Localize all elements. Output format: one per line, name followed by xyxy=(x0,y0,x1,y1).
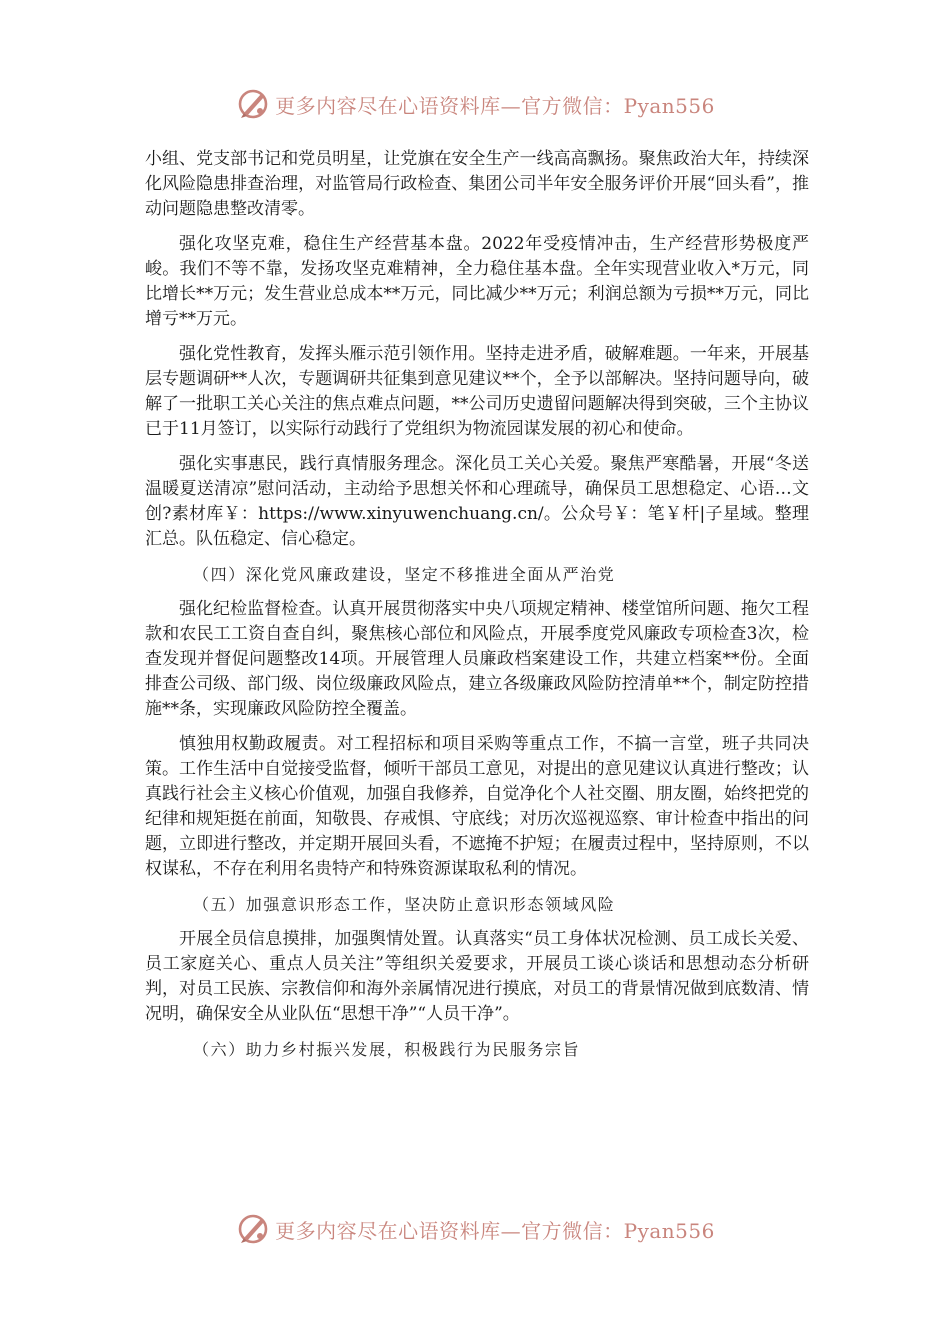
header-watermark-banner xyxy=(0,86,950,122)
header-watermark-text: 更多内容尽在心语资料库—官方微信：Pyan556 xyxy=(275,93,715,118)
section-heading-6: （六）助力乡村振兴发展，积极践行为民服务宗旨 xyxy=(193,1040,581,1059)
paragraph-people-benefit: 强化实事惠民，践行真情服务理念。深化员工关心关爱。聚焦严寒酷暑，开展“冬送温暖夏送清凉”慰问活动，主动给予思想关怀和心理疏导，确保员工思想稳定、心语…文创?素材库￥：https://www.xinyuwenchuang.cn/。公众号￥：笔￥杆|子星域。整理汇总。队伍稳定、信心稳定。 xyxy=(145,454,809,549)
paragraph-discipline-inspection: 强化纪检监督检查。认真开展贯彻落实中央八项规定精神、楼堂馆所问题、拖欠工程款和农民工工资自查自纠，聚焦核心部位和风险点，开展季度党风廉政专项检查3次，检查发现并督促问题整改14项。开展管理人员廉政档案建设工作，共建立档案**份。全面排查公司级、部门级、岗位级廉政风险点，建立各级廉政风险防控清单**个，制定防控措施**条，实现廉政风险防控全覆盖。 xyxy=(145,599,809,719)
paragraph-business-stability: 强化攻坚克难，稳住生产经营基本盘。2022年受疫情冲击，生产经营形势极度严峻。我们不等不靠，发扬攻坚克难精神，全力稳住基本盘。全年实现营业收入*万元，同比增长**万元；发生营业总成本**万元，同比减少**万元；利润总额为亏损**万元，同比增亏**万元。 xyxy=(145,234,809,329)
paragraph-continued: 小组、党支部书记和党员明星，让党旗在安全生产一线高高飘扬。聚焦政治大年，持续深化风险隐患排查治理，对监管局行政检查、集团公司半年安全服务评价开展“回头看”，推动问题隐患整改清零。 xyxy=(145,149,809,219)
document-body xyxy=(145,147,809,1072)
brush-pen-logo-icon xyxy=(235,1211,271,1247)
footer-watermark-text: 更多内容尽在心语资料库—官方微信：Pyan556 xyxy=(275,1218,715,1243)
section-heading-4: （四）深化党风廉政建设，坚定不移推进全面从严治党 xyxy=(193,565,616,584)
paragraph-info-screening: 开展全员信息摸排，加强舆情处置。认真落实“员工身体状况检测、员工成长关爱、员工家庭关心、重点人员关注”等组织关爱要求，开展员工谈心谈话和思想动态分析研判，对员工民族、宗教信仰和海外亲属情况进行摸底，对员工的背景情况做到底数清、情况明，确保安全从业队伍“思想干净”“人员干净”。 xyxy=(145,929,809,1024)
paragraph-power-duty: 慎独用权勤政履责。对工程招标和项目采购等重点工作，不搞一言堂，班子共同决策。工作生活中自觉接受监督，倾听干部员工意见，对提出的意见建议认真进行整改；认真践行社会主义核心价值观，加强自我修养，自觉净化个人社交圈、朋友圈，始终把党的纪律和规矩挺在前面，知敬畏、存戒惧、守底线；对历次巡视巡察、审计检查中指出的问题，立即进行整改，并定期开展回头看，不遮掩不护短；在履责过程中，坚持原则，不以权谋私，不存在利用名贵特产和特殊资源谋取私利的情况。 xyxy=(145,734,809,879)
section-heading-5: （五）加强意识形态工作，坚决防止意识形态领域风险 xyxy=(193,895,616,914)
footer-watermark-banner xyxy=(0,1211,950,1247)
paragraph-party-education: 强化党性教育，发挥头雁示范引领作用。坚持走进矛盾，破解难题。一年来，开展基层专题调研**人次，专题调研共征集到意见建议**个，全予以部解决。坚持问题导向，破解了一批职工关心关注的焦点难点问题，**公司历史遗留问题解决得到突破，三个主协议已于11月签订，以实际行动践行了党组织为物流园谋发展的初心和使命。 xyxy=(145,344,809,439)
brush-pen-logo-icon xyxy=(235,86,271,122)
